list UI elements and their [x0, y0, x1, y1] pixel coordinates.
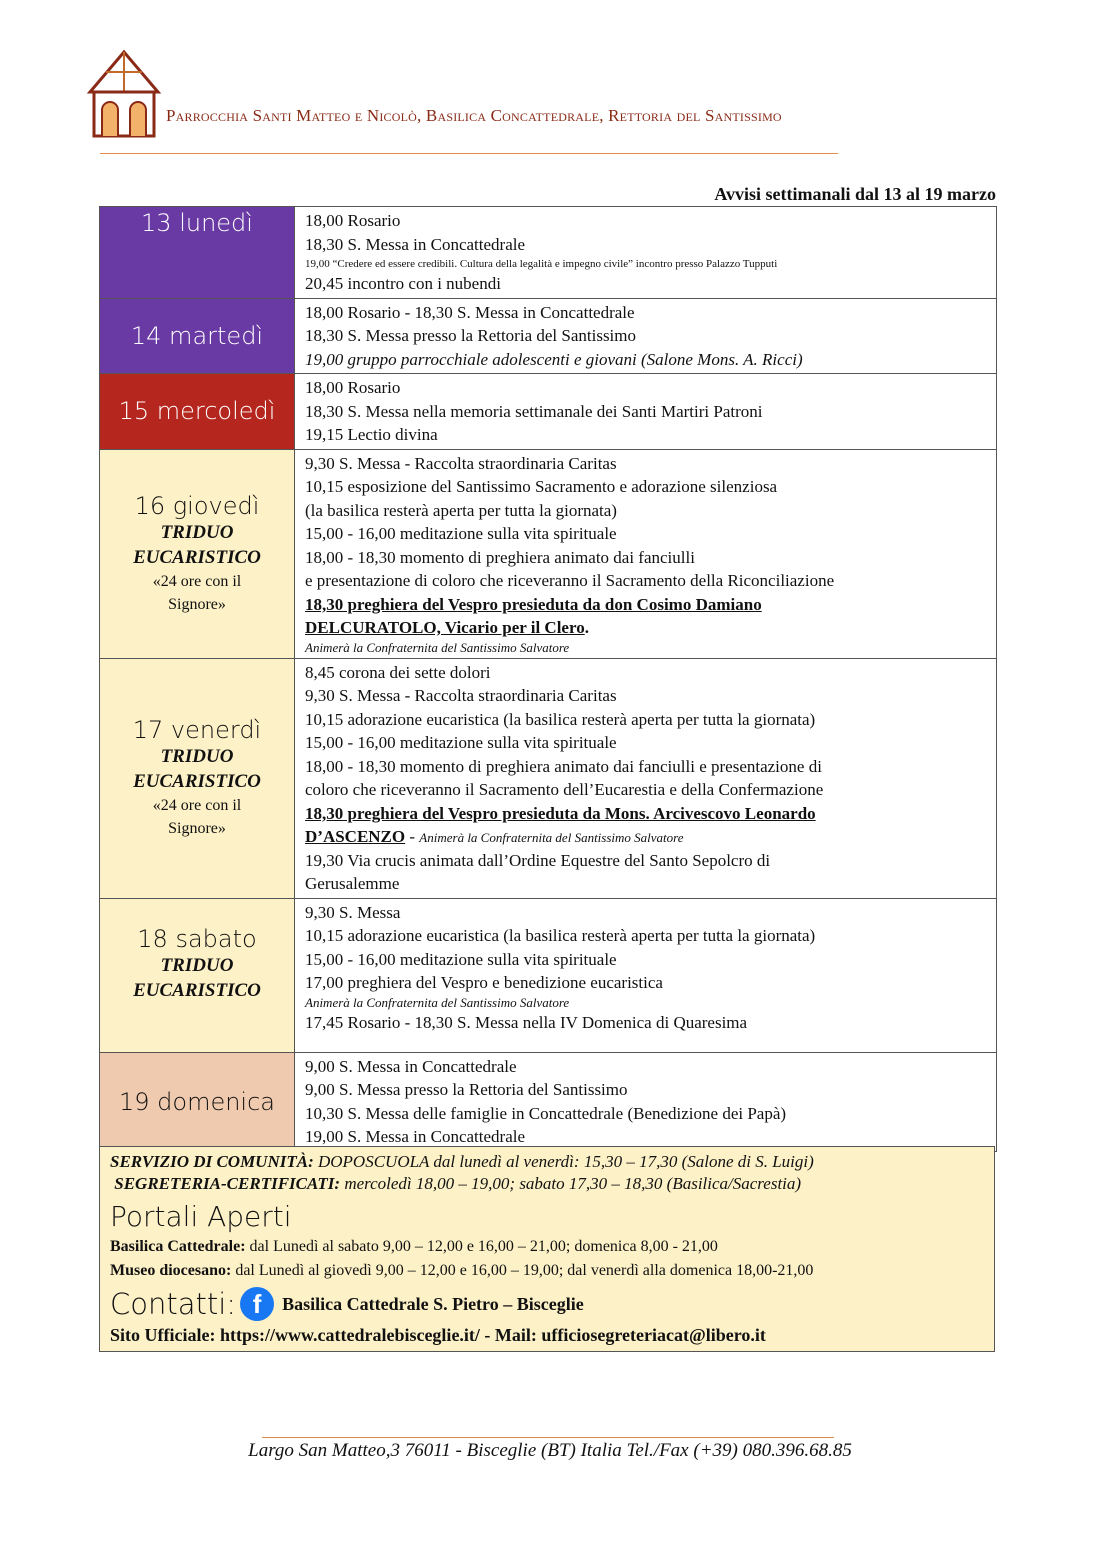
- event-line: 10,30 S. Messa delle famiglie in Concattedrale (Benedizione dei Papà): [305, 1103, 787, 1123]
- event-line: 9,00 S. Messa in Concattedrale: [305, 1056, 517, 1076]
- day-cell-16: [100, 449, 295, 658]
- day-cell-19: [100, 1052, 295, 1151]
- week-title: Avvisi settimanali dal 13 al 19 marzo: [714, 184, 996, 204]
- triduo-label: TRIDUO: [160, 954, 234, 976]
- event-line-highlight: DELCURATOLO, Vicario per il Clero.: [305, 618, 589, 637]
- table-row: [100, 658, 997, 898]
- day-cell-17: [100, 658, 295, 898]
- header-divider: [100, 153, 838, 154]
- event-line: (la basilica resterà aperta per tutta la giornata): [305, 500, 617, 520]
- event-line-highlight: 18,30 preghiera del Vespro presieduta da don Cosimo Damiano: [305, 594, 762, 614]
- event-line: 19,15 Lectio divina: [305, 425, 438, 444]
- event-line-highlight: D’ASCENZO - Animerà la Confraternita del Santissimo Salvatore: [305, 827, 684, 846]
- day-events: [295, 207, 997, 299]
- event-line: 18,00 Rosario: [305, 378, 401, 397]
- table-row: [100, 898, 997, 1052]
- contatti-row: [110, 1287, 984, 1321]
- event-note: Animerà la Confraternita del Santissimo Salvatore: [305, 639, 570, 655]
- event-note: Animerà la Confraternita del Santissimo Salvatore: [305, 994, 570, 1010]
- day-cell-14: [100, 298, 295, 374]
- day-note: Signore»: [168, 820, 226, 837]
- day-cell-18: [100, 898, 295, 1052]
- day-note: «24 ore con il: [152, 797, 242, 814]
- contatti-label: Contatti:: [110, 1287, 237, 1321]
- website-mail-line[interactable]: Sito Ufficiale: https://www.cattedralebisceglie.it/ - Mail: ufficiosegreteriacat@libero.it: [110, 1325, 766, 1345]
- portali-title: Portali Aperti: [110, 1200, 292, 1233]
- day-cell-15: [100, 374, 295, 450]
- event-line: 8,45 corona dei sette dolori: [305, 662, 491, 682]
- day-events: [295, 1052, 997, 1151]
- event-line: 18,00 Rosario: [305, 211, 401, 230]
- footer-address: Largo San Matteo,3 76011 - Bisceglie (BT) Italia Tel./Fax (+39) 080.396.68.85: [248, 1440, 852, 1461]
- event-line: coloro che riceveranno il Sacramento dell’Eucarestia e della Confermazione: [305, 780, 824, 799]
- table-row: [100, 1052, 997, 1151]
- eucaristico-label: EUCARISTICO: [133, 979, 261, 1001]
- servizio-line: SERVIZIO DI COMUNITÀ: DOPOSCUOLA dal lunedì al venerdì: 15,30 – 17,30 (Salone di S. Luigi): [110, 1152, 814, 1171]
- event-line: 9,30 S. Messa - Raccolta straordinaria Caritas: [305, 686, 617, 705]
- event-line: 9,30 S. Messa: [305, 902, 401, 922]
- day-name: 13 lunedì: [141, 209, 253, 237]
- facebook-page-link[interactable]: Basilica Cattedrale S. Pietro – Bisceglie: [282, 1293, 584, 1314]
- eucaristico-label: EUCARISTICO: [133, 771, 261, 792]
- event-line: 17,00 preghiera del Vespro e benedizione eucaristica: [305, 973, 663, 992]
- day-events: [295, 298, 997, 374]
- day-events: [295, 374, 997, 450]
- event-line: 9,30 S. Messa - Raccolta straordinaria Caritas: [305, 453, 617, 473]
- museo-hours: Museo diocesano: dal Lunedì al giovedì 9,00 – 12,00 e 16,00 – 19,00; dal venerdì alla domenica 18,00-21,00: [110, 1262, 814, 1279]
- event-line: 18,30 S. Messa nella memoria settimanale dei Santi Martiri Patroni: [305, 401, 763, 421]
- info-box: [99, 1146, 995, 1352]
- day-name: 18 sabato: [137, 924, 257, 953]
- event-line: 18,30 S. Messa presso la Rettoria del Santissimo: [305, 326, 637, 345]
- event-line: 10,15 esposizione del Santissimo Sacramento e adorazione silenziosa: [305, 477, 778, 496]
- event-line-highlight: 18,30 preghiera del Vespro presieduta da Mons. Arcivescovo Leonardo: [305, 803, 816, 823]
- event-line: 10,15 adorazione eucaristica (la basilica resterà aperta per tutta la giornata): [305, 709, 816, 729]
- day-note: Signore»: [168, 595, 226, 613]
- table-row: [100, 298, 997, 374]
- basilica-logo-icon: [84, 48, 164, 140]
- day-events: [295, 449, 997, 658]
- event-line: 15,00 - 16,00 meditazione sulla vita spirituale: [305, 949, 617, 969]
- event-line: 15,00 - 16,00 meditazione sulla vita spirituale: [305, 733, 617, 752]
- facebook-icon[interactable]: f: [240, 1287, 274, 1321]
- day-events: [295, 658, 997, 898]
- event-line: 9,00 S. Messa presso la Rettoria del Santissimo: [305, 1080, 628, 1099]
- table-row: [100, 207, 997, 299]
- segreteria-line: SEGRETERIA-CERTIFICATI: mercoledì 18,00 – 19,00; sabato 17,30 – 18,30 (Basilica/Sacrestia): [114, 1174, 802, 1193]
- day-name: 17 venerdì: [132, 716, 262, 744]
- day-events: [295, 898, 997, 1052]
- event-line: 19,00 gruppo parrocchiale adolescenti e giovani (Salone Mons. A. Ricci): [305, 349, 803, 369]
- event-line: 20,45 incontro con i nubendi: [305, 274, 501, 293]
- day-cell-13: [100, 207, 295, 299]
- triduo-label: TRIDUO: [160, 746, 234, 767]
- event-line: 19,00 “Credere ed essere credibili. Cultura della legalità e impegno civile” incontro presso Palazzo Tupputi: [305, 258, 778, 270]
- event-line: 18,00 - 18,30 momento di preghiera animato dai fanciulli: [305, 547, 695, 567]
- eucaristico-label: EUCARISTICO: [133, 546, 261, 568]
- event-line: 19,00 S. Messa in Concattedrale: [305, 1127, 526, 1146]
- event-line: e presentazione di coloro che riceveranno il Sacramento della Riconciliazione: [305, 571, 835, 590]
- event-line: 19,30 Via crucis animata dall’Ordine Equestre del Santo Sepolcro di: [305, 850, 771, 870]
- event-line: 18,30 S. Messa in Concattedrale: [305, 234, 526, 254]
- event-line: 18,00 - 18,30 momento di preghiera animato dai fanciulli e presentazione di: [305, 756, 822, 776]
- triduo-label: TRIDUO: [160, 521, 234, 543]
- weekly-schedule-table: [99, 206, 997, 1152]
- event-line: 15,00 - 16,00 meditazione sulla vita spirituale: [305, 524, 617, 543]
- parish-title: Parrocchia Santi Matteo e Nicolò, Basilica Concattedrale, Rettoria del Santissimo: [166, 106, 782, 125]
- day-name: 19 domenica: [118, 1087, 275, 1116]
- event-line: 10,15 adorazione eucaristica (la basilica resterà aperta per tutta la giornata): [305, 926, 816, 945]
- basilica-hours: Basilica Cattedrale: dal Lunedì al sabato 9,00 – 12,00 e 16,00 – 21,00; domenica 8,00 - 21,00: [110, 1238, 718, 1255]
- event-line: Gerusalemme: [305, 874, 400, 893]
- event-line: 17,45 Rosario - 18,30 S. Messa nella IV Domenica di Quaresima: [305, 1012, 748, 1032]
- footer-divider: [262, 1437, 834, 1438]
- day-name: 15 mercoledì: [118, 397, 276, 426]
- event-line: 18,00 Rosario - 18,30 S. Messa in Concattedrale: [305, 302, 635, 322]
- table-row: [100, 374, 997, 450]
- day-name: 14 martedì: [130, 321, 264, 350]
- day-note: «24 ore con il: [152, 572, 242, 590]
- table-row: [100, 449, 997, 658]
- day-name: 16 giovedì: [134, 491, 260, 520]
